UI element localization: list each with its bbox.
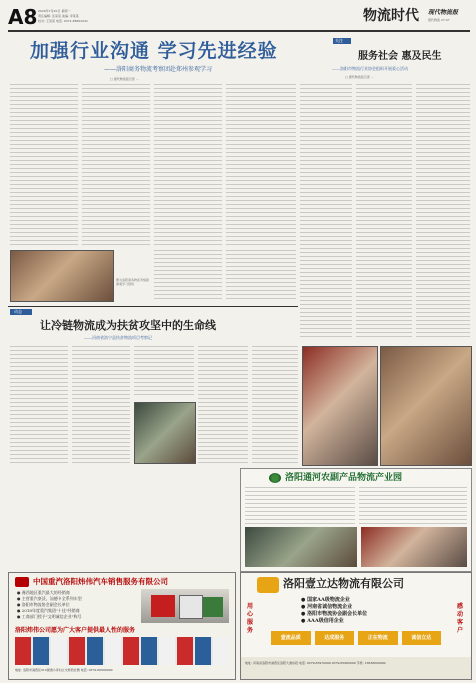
bullet-item: ● AAA级信用企业	[301, 618, 344, 624]
side-subhead: ——洛阳市物流行业协会组织开展爱心活动	[332, 66, 408, 71]
side-text-col-2	[356, 84, 412, 340]
bullet-item: ● 主营重汽豪沃、汕德卡全系列车型	[17, 596, 82, 601]
yida-right-slogan: 感动客户	[457, 603, 464, 634]
cold-kicker: 动态	[14, 309, 22, 314]
bullet-item: ● 洛阳市物流协会副会长单位	[301, 611, 368, 617]
page-header	[8, 6, 470, 28]
issue-info-line: 2020年7月20日 星期一	[38, 9, 71, 13]
lead-text-col-2	[82, 84, 150, 246]
yida-bullets	[301, 597, 367, 625]
lead-text-col-2b	[154, 250, 222, 300]
cold-photo-2	[302, 346, 378, 466]
paper-name: 现代物流报	[428, 9, 459, 16]
paper-name-sub: 现代物流 27-07	[428, 18, 450, 22]
bullet-item: ● 工商部门授予"文明诚信企业"称号	[17, 614, 82, 619]
agri-park-ad	[240, 468, 472, 572]
section-title: 物流时代	[363, 8, 419, 24]
lead-byline: □ 现代物流报记者 ...	[110, 77, 139, 81]
truck-cab-icon	[179, 595, 203, 619]
yida-tag: 壹流品质	[271, 631, 311, 645]
yida-tags	[271, 631, 441, 645]
agri-park-photo-2	[245, 527, 357, 567]
truck-cab-icon	[203, 597, 223, 617]
cold-text-col-1	[10, 346, 68, 466]
header-rule	[8, 30, 470, 32]
yida-footer: 地址: 河南省洛阳市涧西区洛阳大道东段 电话: 0379-65970000 0379-65960000 手机: 13838000000	[245, 661, 386, 665]
side-kicker: 关注	[335, 38, 343, 43]
bullet-item: ● 洛阳市物流协会副会长单位	[17, 602, 70, 607]
side-text-col-3	[416, 84, 470, 340]
yida-tag: 达成服务	[315, 631, 355, 645]
heavy-truck-title: 中国重汽洛阳炜伟汽车销售服务有限公司	[33, 577, 168, 586]
bullet-item: ● 国家AA级物流企业	[301, 597, 350, 603]
issue-info	[38, 9, 88, 24]
lead-subhead: ——洛阳商务物流考察团赴郑州参观学习	[104, 66, 213, 73]
lead-text-col-3	[154, 84, 222, 246]
bullet-item: ● 2018年度重汽集团"十佳"经销商	[17, 608, 80, 613]
cold-text-col-5	[252, 346, 298, 466]
issue-info-line: 责任编辑: 张某某 美编: 李某某	[38, 14, 79, 18]
truck-logo-icon	[15, 577, 29, 587]
cold-text-col-3	[134, 346, 194, 398]
yida-title: 洛阳壹立达物流有限公司	[283, 577, 404, 590]
side-byline: □ 现代物流报记者 ...	[345, 75, 374, 79]
agri-park-photo	[361, 527, 467, 567]
heavy-truck-address: 地址: 洛阳市涧西区310国道小李村立交桥西北侧 电话: 0379-60600000	[15, 668, 113, 672]
yida-tag: 诚信立达	[402, 631, 442, 645]
agri-park-text-right	[359, 487, 467, 525]
side-text-col-1	[300, 84, 352, 340]
yida-ad	[240, 572, 472, 680]
yida-tag: 正在物流	[358, 631, 398, 645]
agri-park-text-left	[245, 487, 355, 525]
bullet-item: ● 河南省诚信物流企业	[301, 604, 353, 610]
heavy-truck-ad	[8, 572, 236, 680]
truck-cab-icon	[151, 595, 175, 617]
cold-headline: 让冷链物流成为扶贫攻坚中的生命线	[40, 319, 216, 332]
lead-text-col-3b	[226, 250, 296, 300]
cold-text-col-4	[198, 346, 248, 466]
lead-text-col-1	[10, 84, 78, 246]
agri-park-title: 洛阳通河农副产品物流产业园	[285, 473, 403, 483]
cold-photo-1	[134, 402, 196, 464]
heavy-truck-bullets	[17, 590, 82, 620]
side-headline: 服务社会 惠及民生	[358, 51, 442, 62]
mid-rule	[8, 306, 298, 307]
lead-headline: 加强行业沟通 学习先进经验	[30, 40, 278, 62]
cold-text-col-2	[72, 346, 130, 466]
yida-left-slogan: 用心服务	[247, 603, 254, 634]
lead-photo-caption: 图为洛阳商务物流考察团参观学习现场	[116, 278, 150, 286]
page-code: A8	[8, 5, 38, 29]
truck-fleet-image	[15, 637, 229, 665]
heavy-truck-slogan: 洛阳炜伟公司愿为广大客户提供最人性的服务	[15, 627, 136, 634]
truck-image	[141, 589, 229, 623]
issue-info-line: 校对: 王某某 电话: 0371-65802241	[38, 19, 88, 23]
cold-subhead: ——河南省洛宁县扶贫物流项目考察记	[84, 335, 152, 340]
cold-photo-3	[380, 346, 472, 466]
bullet-item: ● 豫西地区重汽最大的经销商	[17, 590, 70, 595]
lead-photo	[10, 250, 114, 302]
yida-logo-icon	[257, 577, 279, 593]
lead-text-col-4	[226, 84, 296, 246]
agri-park-logo-icon	[269, 473, 281, 483]
